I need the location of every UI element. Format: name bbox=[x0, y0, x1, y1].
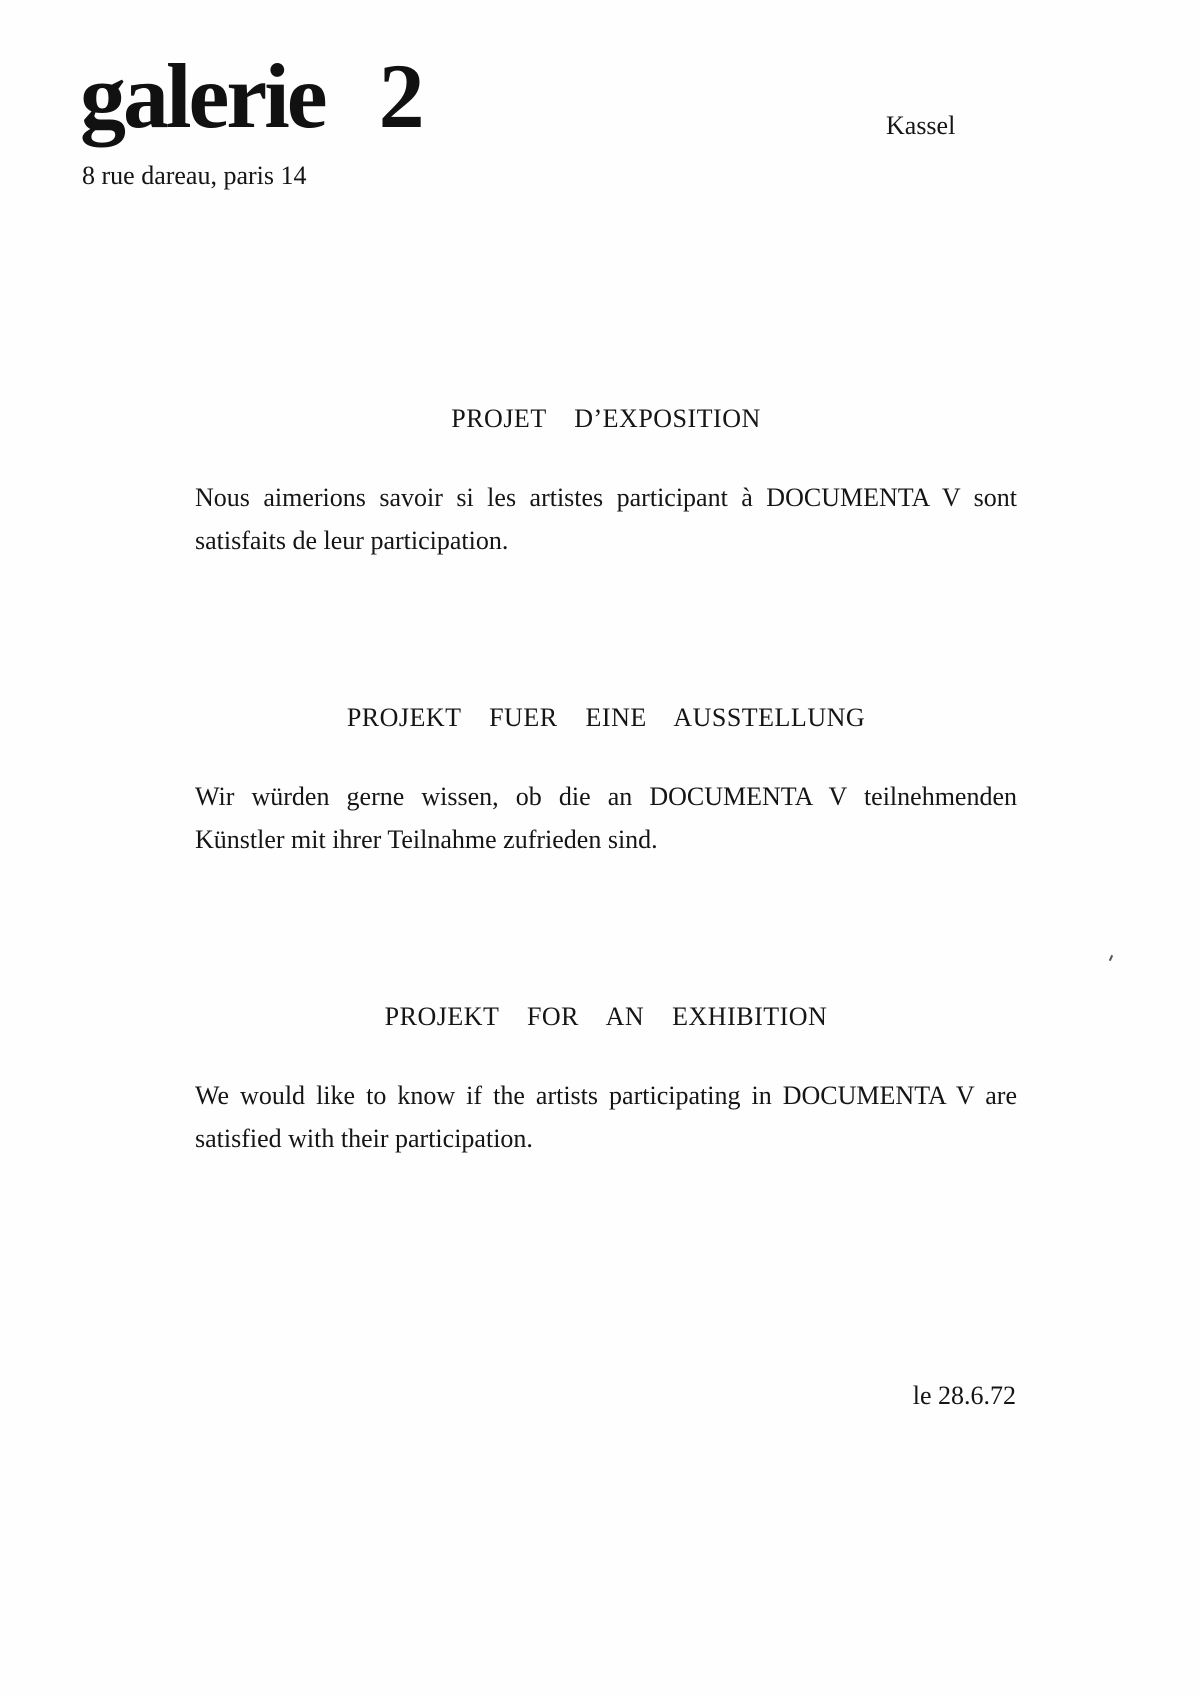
section-heading: PROJEKT FUER EINE AUSSTELLUNG bbox=[346, 703, 866, 732]
section-heading: PROJEKT FOR AN EXHIBITION bbox=[384, 1002, 828, 1031]
city-label: Kassel bbox=[886, 111, 956, 140]
section-french bbox=[195, 406, 1017, 562]
gallery-address: 8 rue dareau, paris 14 bbox=[82, 161, 307, 190]
section-body: Wir würden gerne wissen, ob die an DOCUMENTA V teilnehmenden Künstler mit ihrer Teilnahme zufrieden sind. bbox=[195, 782, 1017, 854]
section-english bbox=[195, 1004, 1017, 1160]
paper-speck bbox=[1109, 955, 1113, 961]
logo-number: 2 bbox=[378, 45, 425, 147]
logo-word: galerie bbox=[80, 45, 325, 147]
section-body: Nous aimerions savoir si les artistes participant à DOCUMENTA V sont satisfaits de leur participation. bbox=[195, 483, 1017, 555]
section-heading: PROJET D’EXPOSITION bbox=[451, 404, 761, 433]
section-body: We would like to know if the artists participating in DOCUMENTA V are satisfied with their participation. bbox=[195, 1081, 1017, 1153]
section-german bbox=[195, 705, 1017, 861]
letter-date: le 28.6.72 bbox=[912, 1381, 1016, 1410]
gallery-logo bbox=[80, 45, 425, 147]
